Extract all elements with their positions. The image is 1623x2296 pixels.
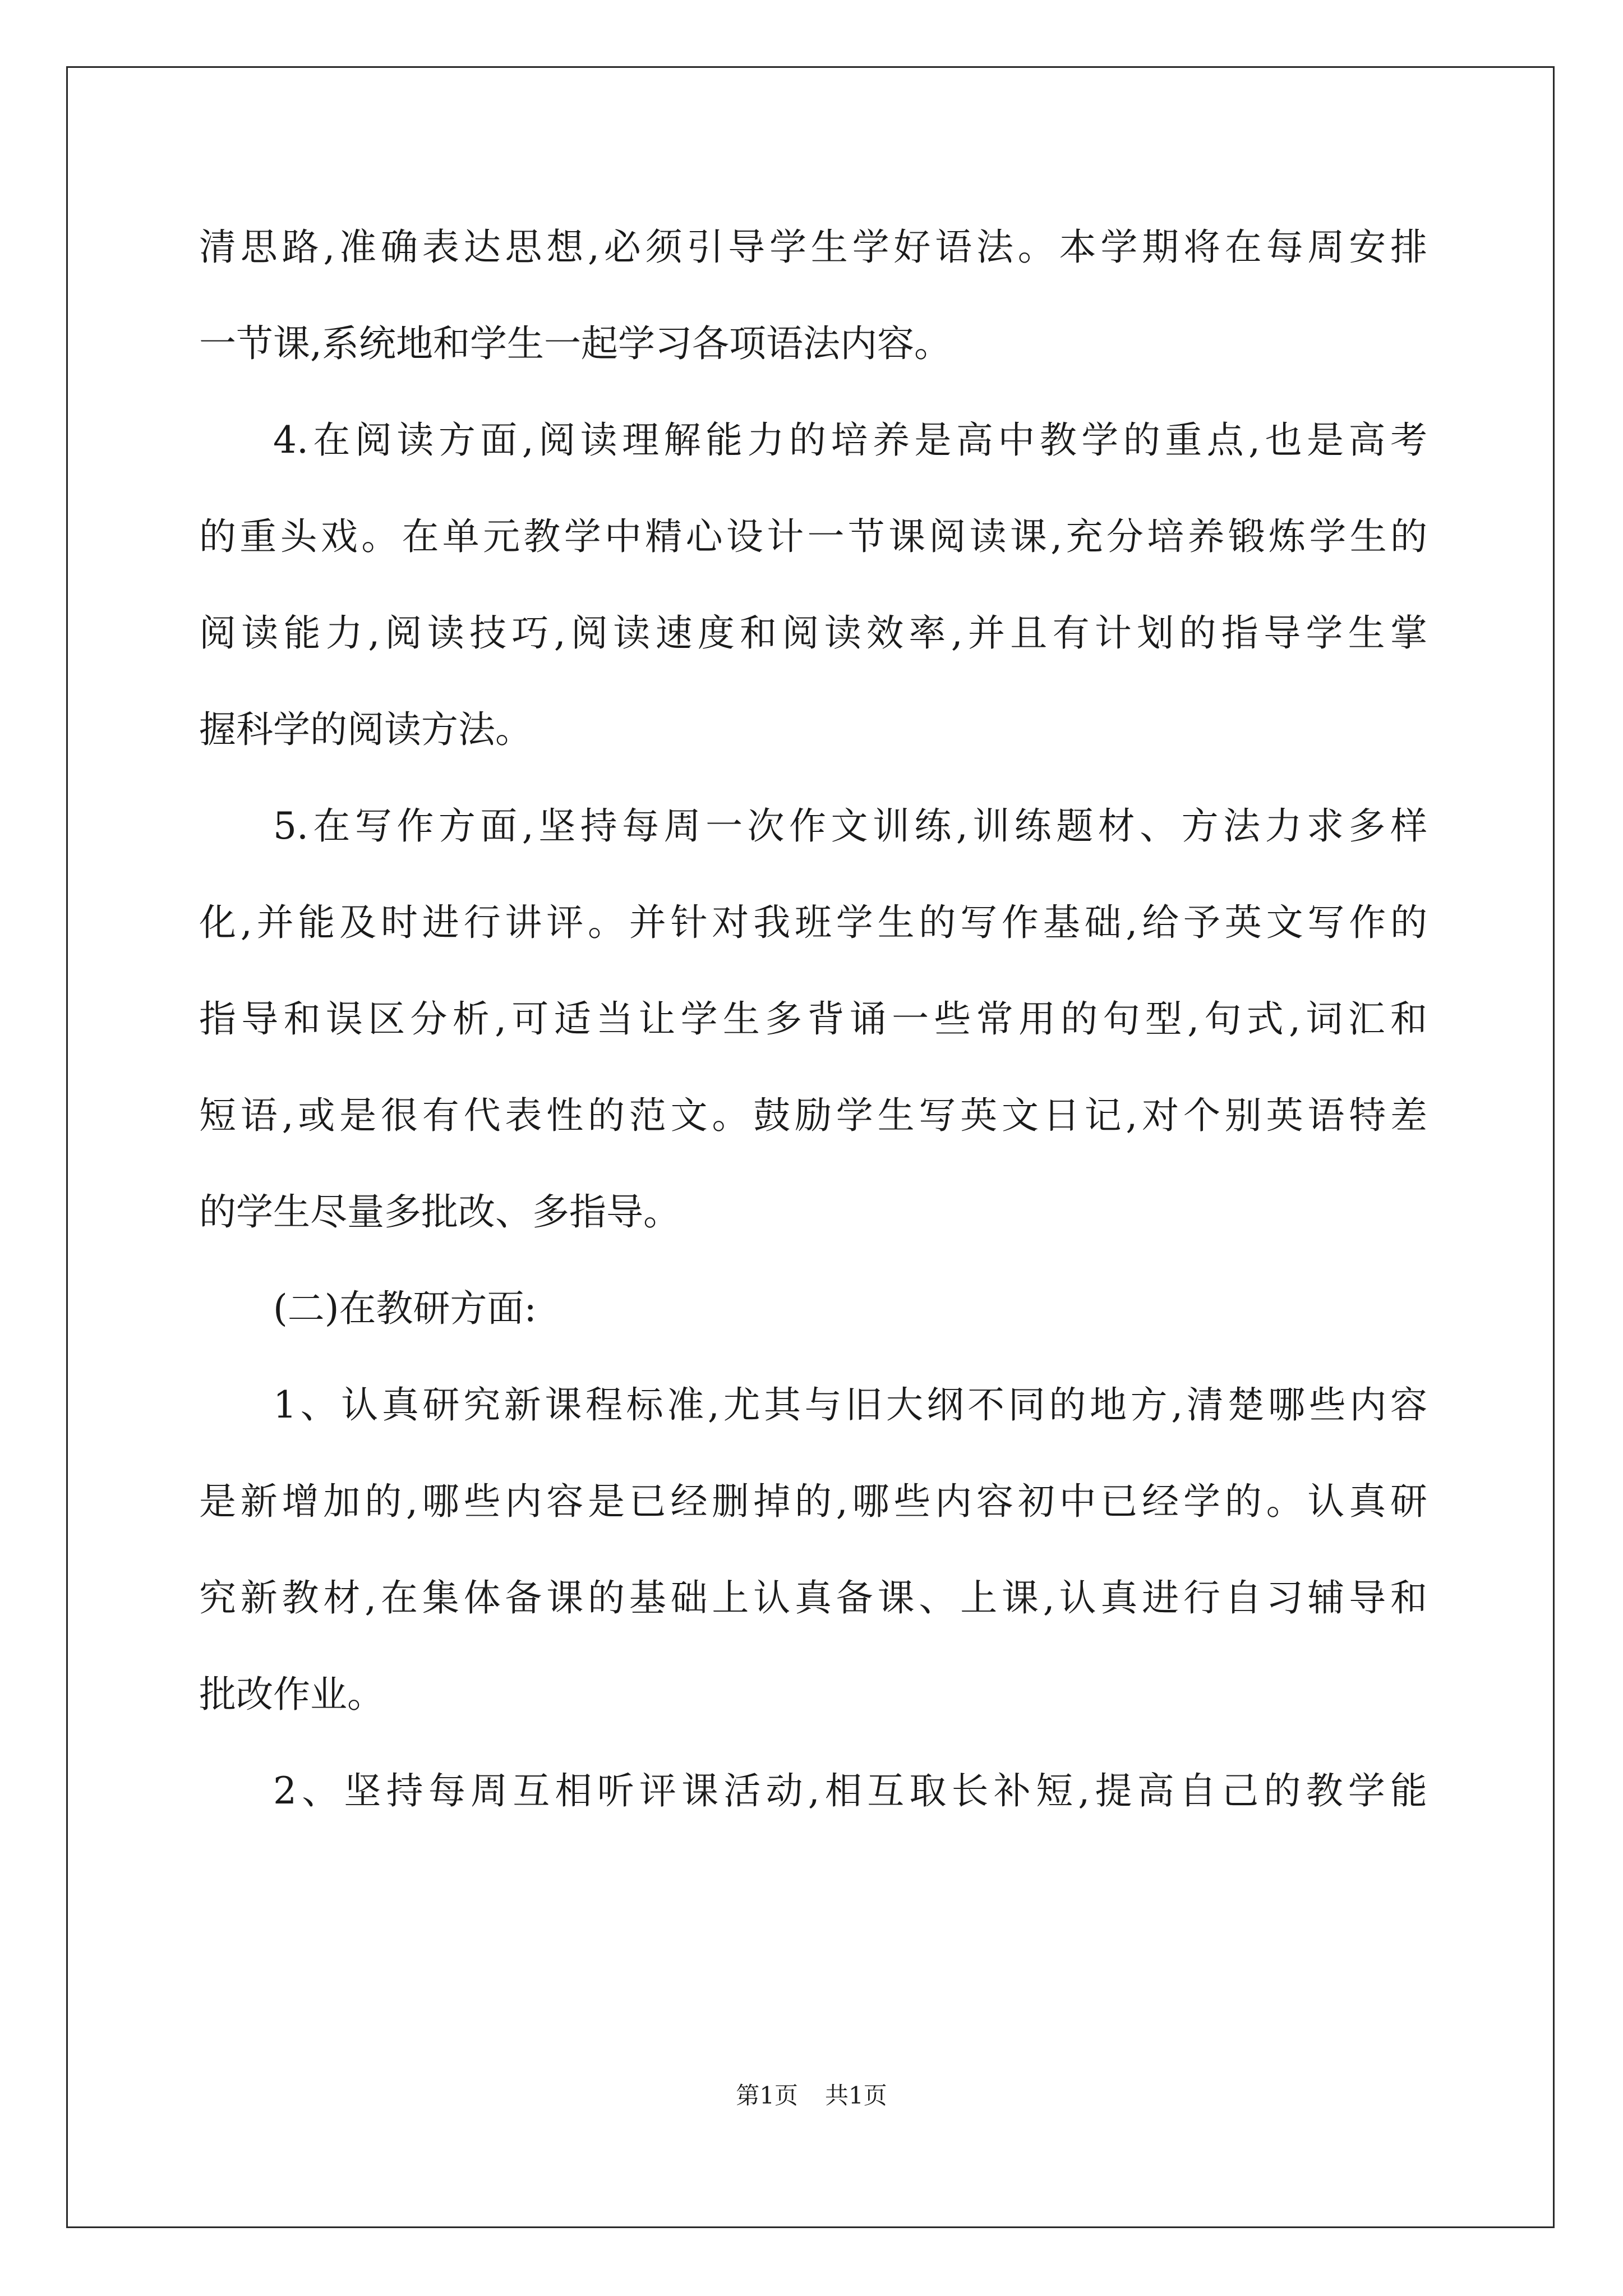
text-line: 的学生尽量多批改、多指导。 xyxy=(199,1190,680,1234)
text-line: 1、认真研究新课程标准,尤其与旧大纲不同的地方,清楚哪些内容 xyxy=(273,1383,1427,1427)
page-total: 共1页 xyxy=(825,2082,887,2109)
text-line: 究新教材,在集体备课的基础上认真备课、上课,认真进行自习辅导和 xyxy=(199,1576,1427,1619)
text-line: 清思路,准确表达思想,必须引导学生学好语法。本学期将在每周安排 xyxy=(199,226,1427,269)
text-line: 一节课,系统地和学生一起学习各项语法内容。 xyxy=(199,322,951,365)
text-line: 批改作业。 xyxy=(199,1673,384,1716)
text-line: 5.在写作方面,坚持每周一次作文训练,训练题材、方法力求多样 xyxy=(273,804,1427,848)
document-body xyxy=(199,199,1427,1839)
text-line: 4.在阅读方面,阅读理解能力的培养是高中教学的重点,也是高考 xyxy=(273,418,1427,462)
text-line: (二)在教研方面: xyxy=(273,1287,537,1330)
text-line: 2、坚持每周互相听评课活动,相互取长补短,提高自己的教学能 xyxy=(273,1769,1427,1812)
text-line: 化,并能及时进行讲评。并针对我班学生的写作基础,给予英文写作的 xyxy=(199,901,1427,944)
text-line: 的重头戏。在单元教学中精心设计一节课阅读课,充分培养锻炼学生的 xyxy=(199,515,1427,558)
text-line: 是新增加的,哪些内容是已经删掉的,哪些内容初中已经学的。认真研 xyxy=(199,1480,1427,1523)
text-line: 握科学的阅读方法。 xyxy=(199,708,532,751)
text-line: 指导和误区分析,可适当让学生多背诵一些常用的句型,句式,词汇和 xyxy=(199,997,1427,1041)
page-number: 第1页 xyxy=(736,2082,798,2109)
text-line: 阅读能力,阅读技巧,阅读速度和阅读效率,并且有计划的指导学生掌 xyxy=(199,611,1427,655)
page-footer xyxy=(0,2079,1623,2113)
text-line: 短语,或是很有代表性的范文。鼓励学生写英文日记,对个别英语特差 xyxy=(199,1094,1427,1137)
